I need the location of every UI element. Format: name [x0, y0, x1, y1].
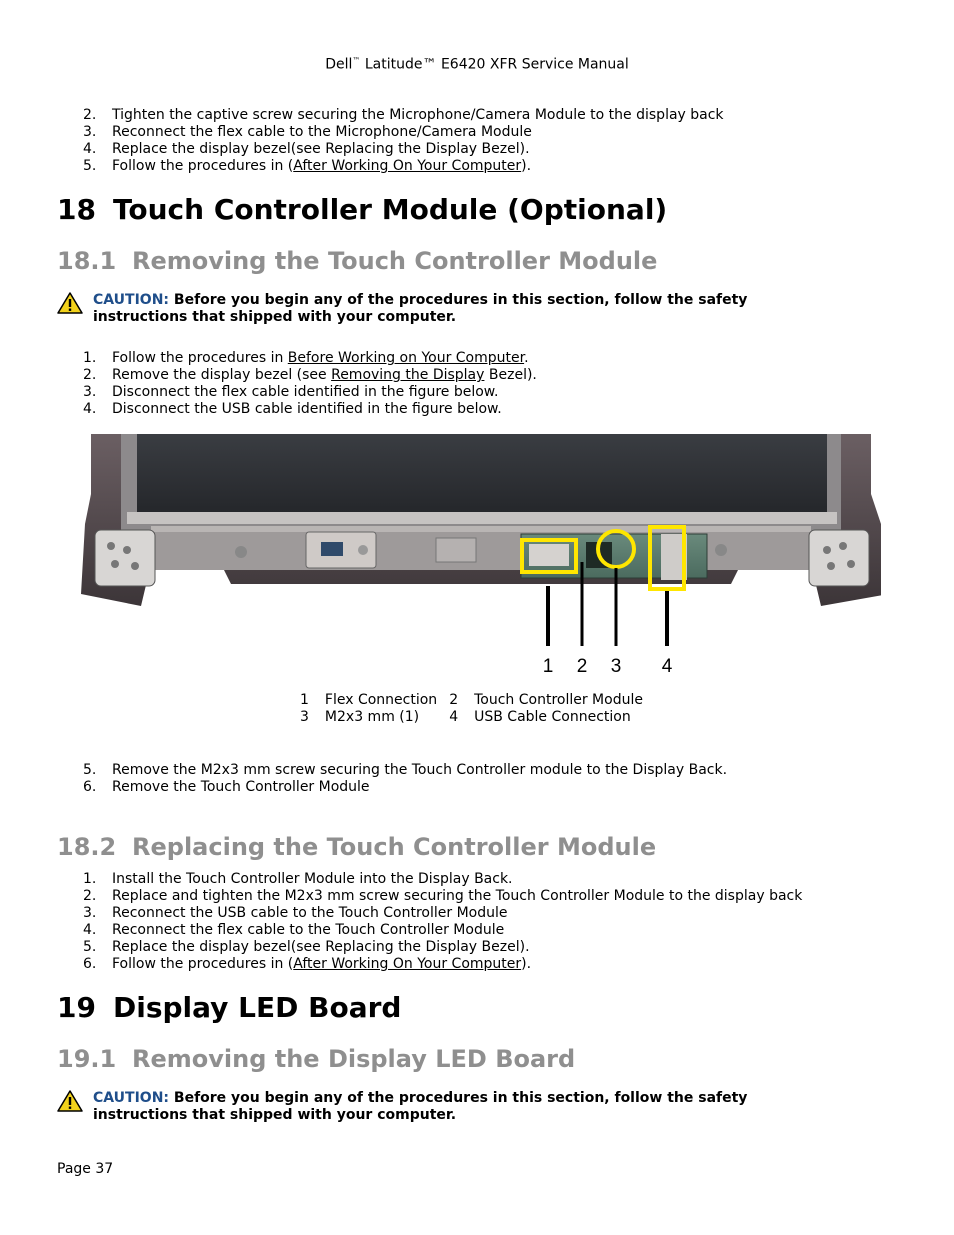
step-text-end: ). — [521, 158, 532, 174]
caution-text — [93, 292, 773, 326]
step-number: 5. — [83, 939, 97, 955]
step-text: Replace the display bezel(see Replacing the Display Bezel). — [112, 939, 530, 955]
step-number: 2. — [83, 367, 97, 383]
step-text: Disconnect the flex cable identified in the figure below. — [112, 384, 499, 400]
caution-notice — [57, 292, 777, 328]
caution-body: Before you begin any of the procedures in this section, follow the safety instructions that shipped with your computer. — [93, 292, 748, 325]
caution-body: Before you begin any of the procedures in this section, follow the safety instructions that shipped with your computer. — [93, 1090, 748, 1123]
list-item — [83, 384, 537, 401]
step-number: 1. — [83, 871, 97, 887]
section-number: 18 — [57, 193, 96, 226]
list-item — [83, 141, 724, 158]
replacing-step-list — [83, 871, 802, 973]
step-number: 3. — [83, 384, 97, 400]
list-item — [83, 956, 802, 973]
list-item — [83, 367, 537, 384]
step-text: Follow the procedures in — [112, 350, 288, 366]
section-number: 18.2 — [57, 833, 117, 861]
section-18-heading — [57, 193, 667, 227]
list-item — [83, 762, 727, 779]
warning-icon — [57, 292, 83, 314]
list-item — [83, 350, 537, 367]
legend-label: Flex Connection — [324, 692, 438, 708]
table-row — [294, 692, 649, 709]
legend-number: 2 — [449, 692, 459, 708]
step-text: Remove the M2x3 mm screw securing the Touch Controller module to the Display Back. — [112, 762, 728, 778]
section-18-1-heading — [57, 246, 657, 276]
section-number: 19.1 — [57, 1045, 117, 1073]
callout-label: 2 — [576, 656, 588, 677]
section-title: Display LED Board — [113, 991, 402, 1024]
figure-legend — [294, 692, 649, 726]
step-number: 4. — [83, 922, 97, 938]
section-title: Removing the Touch Controller Module — [132, 247, 658, 275]
section-number: 19 — [57, 991, 96, 1024]
list-item — [83, 779, 727, 796]
legend-label: M2x3 mm (1) — [324, 709, 420, 725]
step-text: Remove the display bezel (see — [112, 367, 332, 383]
caution-notice — [57, 1090, 777, 1126]
section-19-1-heading — [57, 1044, 575, 1074]
caution-label: CAUTION: — [93, 1090, 170, 1106]
step-number: 3. — [83, 905, 97, 921]
step-number: 1. — [83, 350, 97, 366]
step-text: Follow the procedures in ( — [112, 956, 294, 972]
header-title: Latitude™ E6420 XFR Service Manual — [360, 56, 629, 73]
list-item — [83, 107, 724, 124]
section-title: Removing the Display LED Board — [132, 1045, 576, 1073]
header-trademark: ™ — [352, 56, 361, 65]
step-number: 2. — [83, 888, 97, 904]
step-text: Replace and tighten the M2x3 mm screw securing the Touch Controller Module to the display back — [112, 888, 803, 904]
step-text-end: . — [524, 350, 529, 366]
section-19-heading — [57, 991, 401, 1025]
list-item — [83, 905, 802, 922]
list-item — [83, 939, 802, 956]
after-working-link[interactable]: After Working On Your Computer — [293, 956, 522, 972]
caution-text — [93, 1090, 773, 1124]
section-18-2-heading — [57, 832, 656, 862]
list-item — [83, 888, 802, 905]
step-text: Reconnect the flex cable to the Microphone/Camera Module — [112, 124, 532, 140]
caution-label: CAUTION: — [93, 292, 170, 308]
section-title: Replacing the Touch Controller Module — [132, 833, 657, 861]
header-brand: Dell — [325, 56, 353, 73]
touch-controller-photo — [81, 434, 881, 682]
step-number: 6. — [83, 779, 97, 795]
step-number: 6. — [83, 956, 97, 972]
removing-step-list — [83, 350, 537, 418]
step-number: 3. — [83, 124, 97, 140]
callout-label: 4 — [661, 656, 673, 677]
list-item — [83, 124, 724, 141]
display-back-illustration — [81, 434, 881, 682]
step-number: 4. — [83, 401, 97, 417]
removing-step-list-continued — [83, 762, 727, 796]
step-text: Reconnect the flex cable to the Touch Controller Module — [112, 922, 505, 938]
step-number: 4. — [83, 141, 97, 157]
legend-number: 4 — [449, 709, 459, 725]
list-item — [83, 922, 802, 939]
intro-step-list — [83, 107, 724, 175]
step-text: Remove the Touch Controller Module — [112, 779, 370, 795]
legend-number: 1 — [300, 692, 309, 708]
document-header — [0, 56, 954, 73]
step-text: Reconnect the USB cable to the Touch Controller Module — [112, 905, 508, 921]
step-text: Disconnect the USB cable identified in the figure below. — [112, 401, 502, 417]
step-text: Replace the display bezel(see Replacing the Display Bezel). — [112, 141, 530, 157]
list-item — [83, 871, 802, 888]
before-working-link[interactable]: Before Working on Your Computer — [287, 350, 525, 366]
step-text: Tighten the captive screw securing the Microphone/Camera Module to the display back — [112, 107, 724, 123]
table-row — [294, 709, 649, 726]
list-item — [83, 401, 537, 418]
section-number: 18.1 — [57, 247, 117, 275]
warning-icon — [57, 1090, 83, 1112]
list-item — [83, 158, 724, 175]
section-title: Touch Controller Module (Optional) — [113, 193, 668, 226]
legend-label: Touch Controller Module — [474, 692, 643, 708]
legend-label: USB Cable Connection — [474, 709, 631, 725]
step-text-end: ). — [521, 956, 532, 972]
page-number: Page 37 — [57, 1161, 114, 1177]
removing-display-link[interactable]: Removing the Display — [331, 367, 485, 383]
callout-label: 1 — [542, 656, 554, 677]
step-text-end: Bezel). — [484, 367, 537, 383]
step-number: 2. — [83, 107, 97, 123]
legend-number: 3 — [300, 709, 309, 725]
step-text: Follow the procedures in ( — [112, 158, 294, 174]
step-number: 5. — [83, 762, 97, 778]
after-working-link[interactable]: After Working On Your Computer — [293, 158, 522, 174]
step-number: 5. — [83, 158, 97, 174]
callout-label: 3 — [610, 656, 622, 677]
step-text: Install the Touch Controller Module into the Display Back. — [112, 871, 513, 887]
